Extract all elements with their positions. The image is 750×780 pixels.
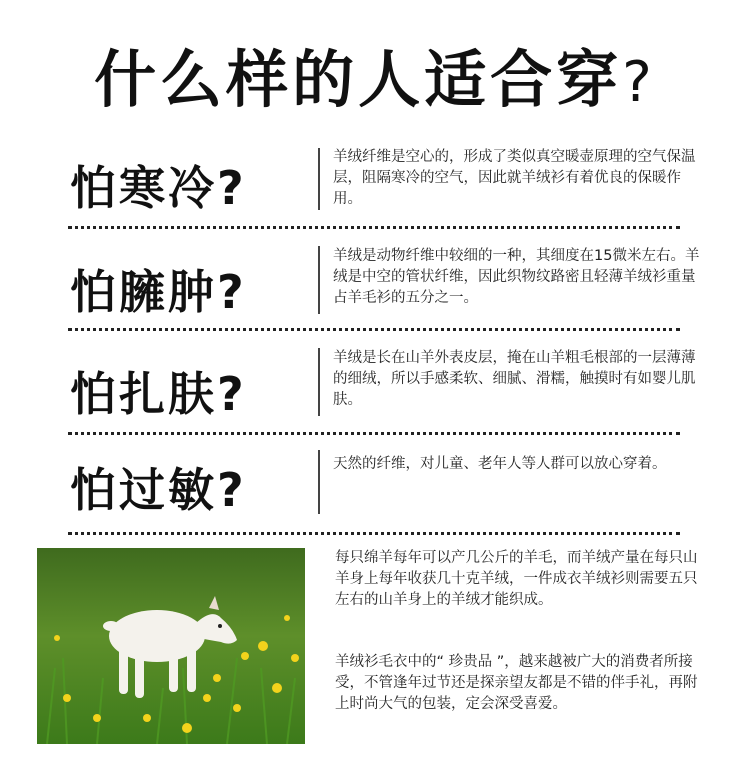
description-text: 羊绒是动物纤维中较细的一种，其细度在15微米左右。羊绒是中空的管状纤维，因此织物纹路密且轻薄羊绒衫重量占羊毛衫的五分之一。 (333, 248, 700, 306)
question-label: 怕寒冷? (70, 161, 247, 215)
description-text: 羊绒是长在山羊外表皮层，掩在山羊粗毛根部的一层薄薄的细绒，所以手感柔软、细腻、滑糯，触摸时有如婴儿肌肤。 (333, 350, 696, 408)
divider-line (318, 348, 320, 416)
description-text: 羊绒纤维是空心的，形成了类似真空暖壶原理的空气保温层，阻隔寒冷的空气，因此就羊绒衫有着优良的保暖作用。 (333, 149, 696, 207)
question-label: 怕扎肤? (70, 367, 247, 421)
dotted-separator (68, 328, 680, 331)
bottom-paragraph-2: 羊绒衫毛衣中的“ 珍贵品 ”，越来越被广大的消费者所接受，不管逢年过节还是探亲望友都是不错的伴手礼，再附上时尚大气的包装，定会深受喜爱。 (335, 654, 698, 712)
page-title (0, 40, 750, 123)
bottom-paragraph-1: 每只绵羊每年可以产几公斤的羊毛，而羊绒产量在每只山羊身上每年收获几十克羊绒，一件成衣羊绒衫则需要五只左右的山羊身上的羊绒才能织成。 (335, 550, 698, 608)
section-bloated (0, 240, 750, 330)
question-label: 怕臃肿? (70, 265, 247, 319)
question-label: 怕过敏? (70, 463, 247, 517)
section-itchy (0, 342, 750, 432)
description-text: 天然的纤维，对儿童、老年人等人群可以放心穿着。 (333, 456, 667, 472)
goat-photo (37, 548, 305, 744)
divider-line (318, 148, 320, 210)
divider-line (318, 246, 320, 314)
dotted-separator (68, 532, 680, 535)
divider-line (318, 450, 320, 514)
page-title-question-mark: ? (622, 50, 656, 115)
section-allergy (0, 446, 750, 526)
dotted-separator (68, 432, 680, 435)
page-title-text: 什么样的人适合穿 (94, 43, 623, 116)
dotted-separator (68, 226, 680, 229)
goat-on-grass-icon (37, 548, 305, 744)
section-cold (0, 140, 750, 220)
